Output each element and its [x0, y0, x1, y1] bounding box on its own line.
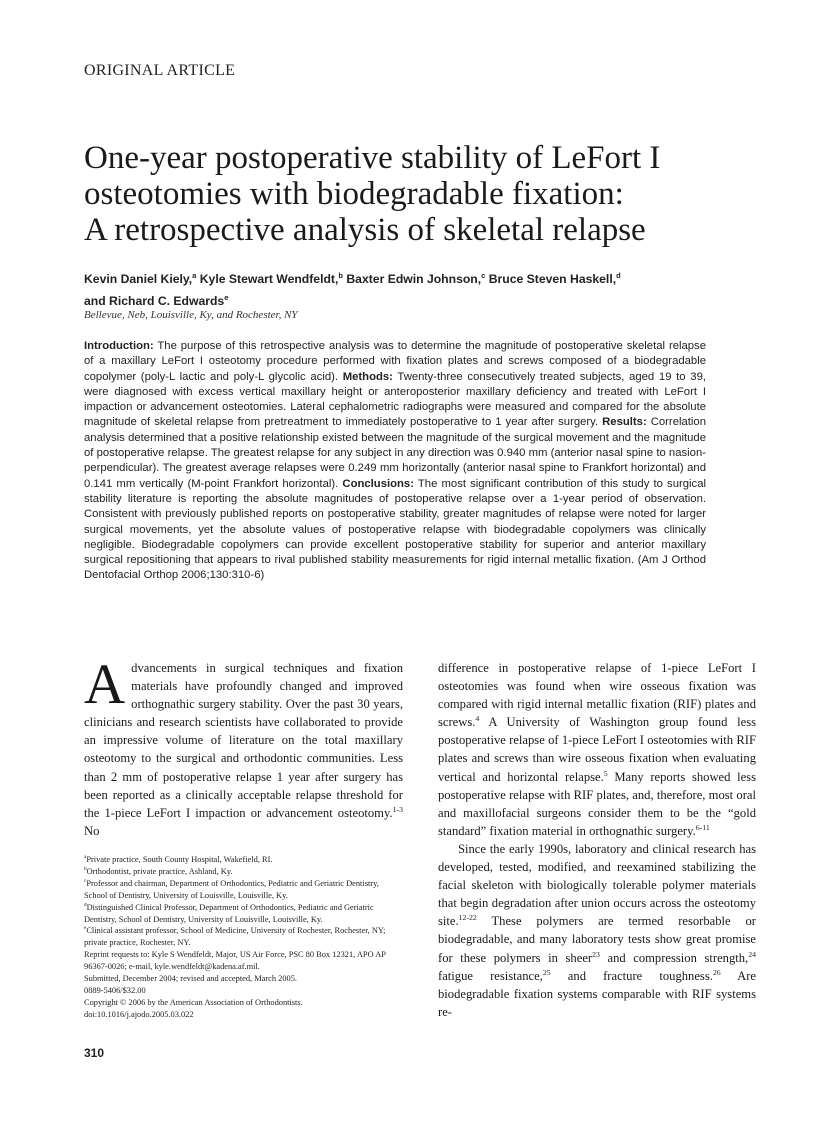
- footnote-text: Private practice, South County Hospital, Wakefield, RI.: [86, 855, 273, 864]
- body-text: dvancements in surgical techniques and fixation materials have profoundly changed and improved orthognathic surgery stability. Over the past 30 years, clinicians and research scientists have collaborated to provide an impressive volume of literature on the total maxillary osteotomy to the surgical and orthodontic communities. Less than 2 mm of postoperative relapse 1 year after surgery has been reported as a clinically acceptable relapse threshold for the 1-piece LeFort I impaction or advancement osteotomy.: [84, 661, 403, 820]
- body-text: No: [84, 823, 100, 838]
- footnote-mark: d: [84, 901, 87, 908]
- footnote: [84, 854, 403, 866]
- body-text: difference in postoperative relapse of 1-piece LeFort I osteotomies was found when wire osseous fixation was compared with rigid internal metallic fixation (RIF) plates and screws.: [438, 661, 756, 730]
- citation-ref: 25: [542, 967, 551, 977]
- author-affil-mark: a: [192, 270, 197, 280]
- author-name: Kyle Stewart Wendfeldt,: [196, 272, 339, 286]
- abstract-methods-text: Twenty-three consecutively treated subjects, aged 19 to 39, were diagnosed with excess vertical maxillary height or anteroposterior maxillary deficiency and treated with LeFort I impaction or advancement osteotomies. Lateral cephalometric radiographs were measured and compared for the absolute magnitude of skeletal relapse from pretreatment to immediately postoperative to 1 year after surgery.: [84, 370, 706, 429]
- body-text: A University of Washington group found less postoperative relapse of 1-piece LeFort I osteotomies with RIF plates and screws than wire osseous fixation when evaluating vertical and horizontal relapse.: [438, 715, 756, 784]
- drop-cap: A: [84, 653, 126, 716]
- issn: 0889-5406/$32.00: [84, 985, 146, 995]
- footnote-mark: a: [84, 854, 87, 861]
- author-list: [84, 268, 764, 312]
- body-text: Are biodegradable fixation systems comparable with RIF systems re-: [438, 968, 756, 1019]
- author-name: and Richard C. Edwards: [84, 294, 225, 308]
- body-paragraph: [438, 659, 756, 840]
- doi: doi:10.1016/j.ajodo.2005.03.022: [84, 1009, 194, 1019]
- footnote: [84, 925, 403, 949]
- body-column-left: [84, 653, 403, 840]
- body-text: and fracture toughness.: [550, 968, 713, 983]
- author-affil-mark: d: [616, 270, 621, 280]
- author-affil-mark: c: [481, 270, 486, 280]
- body-text: fatigue resistance,: [438, 968, 543, 983]
- submission-dates: Submitted, December 2004; revised and accepted, March 2005.: [84, 974, 298, 984]
- citation-ref: 26: [712, 967, 721, 977]
- footnote-text: Orthodontist, private practice, Ashland, Ky.: [86, 866, 233, 876]
- author-affil-mark: b: [338, 270, 343, 280]
- body-text: Since the early 1990s, laboratory and clinical research has developed, tested, modified, and reexamined stabilizing the facial skeleton with biologically tolerable polymer materials that begin degradation after union occurs across the osteotomy site.: [438, 841, 756, 929]
- page-number: 310: [84, 1046, 105, 1060]
- body-column-right: [438, 659, 756, 1021]
- footnote: [84, 878, 403, 902]
- citation-ref: 4: [475, 714, 480, 724]
- author-affil-mark: e: [224, 292, 229, 302]
- abstract-results-text: Correlation analysis determined that a positive relationship existed between the magnitude of the surgical movement and the magnitude of postoperative relapse. The greatest relapse for any subject in any direction was 0.940 mm (anterior nasal spine to nasion-perpendicular). The greatest average relapses were 0.249 mm horizontally (anterior nasal spine to Frankfort horizontal) and 0.141 mm vertically (M-point Frankfort horizontal).: [84, 416, 706, 490]
- abstract-methods-label: Methods:: [342, 370, 393, 383]
- body-text: Many reports showed less postoperative relapse with RIF plates, and, therefore, most oral and maxillofacial surgeons consider them to be the “gold standard” fixation material in orthognathic surgery.: [438, 769, 756, 838]
- affiliation-locations: Bellevue, Neb, Louisville, Ky, and Rochester, NY: [84, 309, 298, 321]
- author-name: Baxter Edwin Johnson,: [342, 272, 482, 286]
- abstract-results-label: Results:: [602, 416, 647, 429]
- footnote-mark: c: [84, 878, 87, 885]
- abstract-conclusions-label: Conclusions:: [342, 477, 414, 490]
- body-text: These polymers are termed resorbable or biodegradable, and many laboratory tests show great promise for these polymers in sheer: [438, 914, 756, 965]
- author-name: Kevin Daniel Kiely,: [84, 272, 193, 286]
- abstract: [84, 339, 706, 584]
- body-paragraph: [438, 840, 756, 1021]
- abstract-conclusions-text: The most significant contribution of this study to surgical stability literature is reporting the absolute magnitudes of postoperative relapse over a 1-year period of observation. Consistent with previously published reports on postoperative stability, greater magnitudes of relapse were noted for larger surgical movements, yet the absolute values of postoperative relapse with biodegradable copolymers was clinically negligible. Biodegradable copolymers can provide excellent postoperative stability for superior and anterior maxillary surgical repositioning that appears to rival published stability measurements for rigid internal metallic fixation. (Am J Orthod Dentofacial Orthop 2006;130:310-6): [84, 477, 706, 582]
- citation-ref: 23: [592, 949, 600, 959]
- title-line-2: osteotomies with biodegradable fixation:: [84, 176, 624, 212]
- abstract-intro-text: The purpose of this retrospective analysis was to determine the magnitude of postoperative skeletal relapse of a maxillary LeFort I osteotomy procedure performed with fixation plates and screws composed of a biodegradable copolymer (poly-L lactic and poly-L glycolic acid).: [84, 340, 706, 383]
- footnote-text: Clinical assistant professor, School of Medicine, University of Rochester, Rochester, NY; private practice, Rochester, NY.: [84, 926, 386, 948]
- abstract-intro-label: Introduction:: [84, 340, 154, 352]
- body-text: and compression strength,: [599, 950, 749, 965]
- citation-ref: 5: [603, 768, 608, 778]
- article-title: [84, 140, 784, 248]
- footnotes: [84, 854, 403, 1021]
- body-paragraph: [84, 653, 403, 840]
- citation-ref: 12-22: [458, 913, 477, 923]
- author-line-1: [84, 268, 764, 290]
- citation-ref: 1-3: [392, 804, 403, 814]
- footnote-text: Professor and chairman, Department of Orthodontics, Pediatric and Geriatric Dentistry, School of Dentistry, University of Louisville, Louisville, Ky.: [84, 878, 379, 900]
- footnote-text: Distinguished Clinical Professor, Department of Orthodontics, Pediatric and Geriatric Dentistry, School of Dentistry, University of Louisville, Louisville, Ky.: [84, 902, 374, 924]
- footnote-mark: e: [84, 925, 87, 932]
- citation-ref: 6-11: [695, 822, 710, 832]
- footnote: [84, 902, 403, 926]
- title-line-1: One-year postoperative stability of LeFort I: [84, 140, 661, 176]
- footnote: [84, 866, 403, 878]
- author-name: Bruce Steven Haskell,: [485, 272, 617, 286]
- title-line-3: A retrospective analysis of skeletal relapse: [84, 212, 646, 248]
- copyright: Copyright © 2006 by the American Association of Orthodontists.: [84, 997, 303, 1007]
- section-label: ORIGINAL ARTICLE: [84, 62, 236, 79]
- reprint-requests: Reprint requests to: Kyle S Wendfeldt, Major, US Air Force, PSC 80 Box 12321, APO AP 96367-0026; e-mail, kyle.wendfeldt@kadena.af.mil.: [84, 950, 386, 972]
- footnote-mark: b: [84, 866, 87, 873]
- citation-ref: 24: [748, 949, 756, 959]
